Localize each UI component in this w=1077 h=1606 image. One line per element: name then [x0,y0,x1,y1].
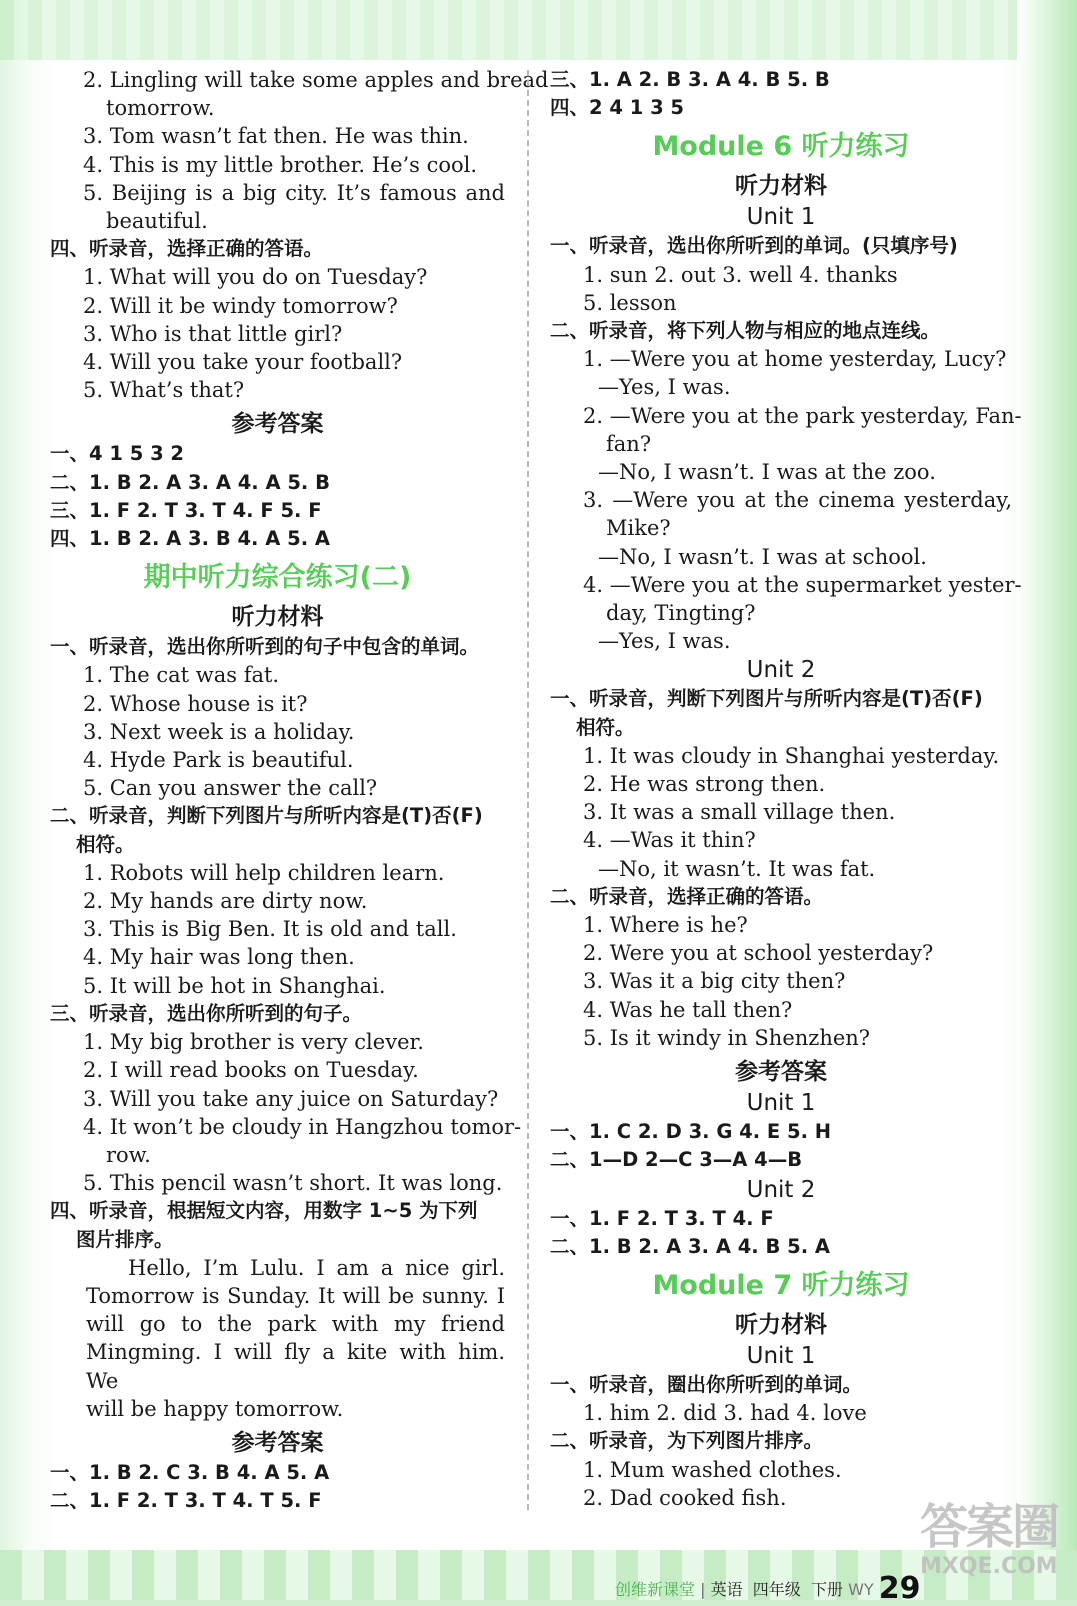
page-number: 29 [878,1571,921,1606]
list-item: 3. It was a small village then. [583,800,896,825]
module-heading: Module 6 听力练习 [652,131,910,163]
list-item: 5. lesson [583,290,677,315]
list-item: 5. Is it windy in Shenzhen? [583,1025,871,1050]
list-item: 2. Will it be windy tomorrow? [83,293,398,318]
section-heading: 听力材料 [231,604,324,631]
section-instruction: 一、听录音，圈出你所听到的单词。 [550,1372,863,1396]
list-item: 4. My hair was long then. [83,945,355,970]
passage-line: Mingming. I will fly a kite with him. We [86,1340,505,1393]
dialogue-reply: —No, it wasn’t. It was fat. [598,856,876,881]
list-item: 3. Next week is a holiday. [83,719,355,744]
list-item: 4. —Were you at the supermarket yester- [583,572,1022,597]
list-item: 1. The cat was fat. [83,663,280,688]
answer-row: 二、1—D 2—C 3—A 4—B [550,1148,803,1172]
list-item: 4. Hyde Park is beautiful. [83,748,354,773]
dialogue-reply: —No, I wasn’t. I was at school. [598,544,927,569]
top-decorative-border [0,0,1077,60]
list-item-continuation: Mike? [606,516,671,541]
section-instruction: 二、听录音，将下列人物与相应的地点连线。 [550,319,941,343]
list-item: 5. Beijing is a big city. It’s famous and [83,180,505,205]
answer-row: 三、1. A 2. B 3. A 4. B 5. B [550,68,830,91]
section-instruction: 四、听录音，根据短文内容，用数字 1~5 为下列 [50,1199,478,1223]
list-item: 1. sun 2. out 3. well 4. thanks [583,262,898,287]
footer-brand: 创维新课堂 [615,1580,696,1599]
passage-line: will be happy tomorrow. [86,1396,344,1421]
answer-row: 四、2 4 1 3 5 [550,96,684,120]
list-item: 1. —Were you at home yesterday, Lucy? [583,347,1007,372]
list-item: 5. Can you answer the call? [83,776,378,801]
list-item: 2. Dad cooked fish. [583,1485,787,1510]
list-item: 2. My hands are dirty now. [83,889,368,914]
answer-row: 一、4 1 5 3 2 [50,442,184,466]
list-item: 4. This is my little brother. He’s cool. [83,152,478,177]
list-item: 1. him 2. did 3. had 4. love [583,1401,867,1426]
list-item-continuation: fan? [606,431,652,456]
left-column [50,66,549,1515]
section-heading: 参考答案 [735,1059,827,1086]
list-item: 1. What will you do on Tuesday? [83,265,428,290]
list-item: 5. It will be hot in Shanghai. [83,973,386,998]
list-item-continuation: beautiful. [106,209,208,234]
unit-heading: Unit 2 [746,1176,816,1203]
section-instruction: 一、听录音，判断下列图片与所听内容是(T)否(F) [550,687,983,711]
unit-heading: Unit 1 [746,1090,816,1117]
watermark-logo [920,1500,1070,1595]
list-item-continuation: tomorrow. [106,96,215,121]
module-heading: Module 7 听力练习 [652,1269,910,1301]
answer-row: 一、1. B 2. C 3. B 4. A 5. A [50,1460,330,1484]
list-item: 3. Will you take any juice on Saturday? [83,1086,499,1111]
column-divider [527,70,529,1510]
right-decorative-border [1017,0,1077,1600]
section-instruction: 三、听录音，选出你所听到的句子。 [50,1001,363,1025]
watermark-bottom: MXQE.COM [920,1554,1058,1579]
footer-grade: 四年级 [752,1580,801,1599]
list-item: 5. This pencil wasn’t short. It was long. [83,1171,503,1196]
section-instruction: 四、听录音，选择正确的答语。 [50,237,324,261]
footer-term: 下册 [810,1580,843,1599]
section-instruction-continuation: 图片排序。 [76,1227,174,1251]
section-instruction: 二、听录音，判断下列图片与所听内容是(T)否(F) [50,804,483,828]
section-instruction: 一、听录音，选出你所听到的单词。(只填序号) [550,234,958,258]
section-instruction: 二、听录音，为下列图片排序。 [550,1429,824,1453]
unit-heading: Unit 1 [746,1342,816,1369]
dialogue-reply: —No, I wasn’t. I was at the zoo. [598,460,936,485]
list-item: 1. My big brother is very clever. [83,1030,424,1055]
list-item: 2. He was strong then. [583,772,826,797]
list-item: 4. It won’t be cloudy in Hangzhou tomor- [83,1114,522,1139]
list-item: 2. Were you at school yesterday? [583,941,934,966]
list-item: 1. Mum washed clothes. [583,1457,842,1482]
footer-edition: WY [848,1580,874,1599]
list-item: 4. Will you take your football? [83,350,403,375]
module-heading: 期中听力综合练习(二) [143,562,412,594]
section-instruction: 一、听录音，选出你所听到的句子中包含的单词。 [50,635,480,659]
list-item: 3. Who is that little girl? [83,321,343,346]
unit-heading: Unit 1 [746,204,816,231]
list-item: 5. What’s that? [83,378,245,403]
answer-row: 一、1. F 2. T 3. T 4. F [550,1206,774,1230]
list-item: 1. Where is he? [583,913,748,938]
list-item: 3. This is Big Ben. It is old and tall. [83,917,457,942]
footer-subject: 英语 [710,1580,743,1599]
list-item: 2. —Were you at the park yesterday, Fan- [583,403,1022,428]
section-heading: 参考答案 [231,411,324,438]
list-item: 4. —Was it thin? [583,828,756,853]
section-heading: 听力材料 [735,1311,827,1338]
section-heading: 参考答案 [231,1429,324,1456]
footer-separator: | [700,1580,706,1599]
dialogue-reply: —Yes, I was. [598,629,731,654]
passage-line: will go to the park with my friend [86,1312,505,1337]
section-heading: 听力材料 [735,173,827,200]
answer-row: 三、1. F 2. T 3. T 4. F 5. F [50,498,322,522]
passage-line: Hello, I’m Lulu. I am a nice girl. [128,1255,505,1280]
passage-line: Tomorrow is Sunday. It will be sunny. I [86,1283,505,1308]
watermark-top: 答案圈 [920,1499,1059,1555]
list-item: 3. Was it a big city then? [583,969,846,994]
section-instruction-continuation: 相符。 [576,715,635,739]
list-item: 2. Lingling will take some apples and bread [83,68,549,92]
section-instruction: 二、听录音，选择正确的答语。 [550,884,824,908]
list-item-continuation: day, Tingting? [606,601,756,626]
list-item: 4. Was he tall then? [583,997,793,1022]
answer-row: 二、1. B 2. A 3. A 4. B 5. A [550,1234,830,1258]
right-column [550,66,1022,1512]
dialogue-reply: —Yes, I was. [598,375,731,400]
answer-row: 二、1. B 2. A 3. A 4. A 5. B [50,470,330,494]
list-item: 3. Tom wasn’t fat then. He was thin. [83,124,469,149]
answer-row: 一、1. C 2. D 3. G 4. E 5. H [550,1120,832,1144]
list-item: 1. It was cloudy in Shanghai yesterday. [583,743,1000,768]
list-item: 2. I will read books on Tuesday. [83,1058,419,1083]
list-item-continuation: row. [106,1142,151,1167]
unit-heading: Unit 2 [746,657,816,684]
list-item: 1. Robots will help children learn. [83,860,445,885]
section-instruction-continuation: 相符。 [76,832,135,856]
answer-row: 二、1. F 2. T 3. T 4. T 5. F [50,1489,322,1513]
list-item: 2. Whose house is it? [83,691,308,716]
list-item: 3. —Were you at the cinema yesterday, [583,488,1012,513]
answer-row: 四、1. B 2. A 3. B 4. A 5. A [50,527,330,551]
